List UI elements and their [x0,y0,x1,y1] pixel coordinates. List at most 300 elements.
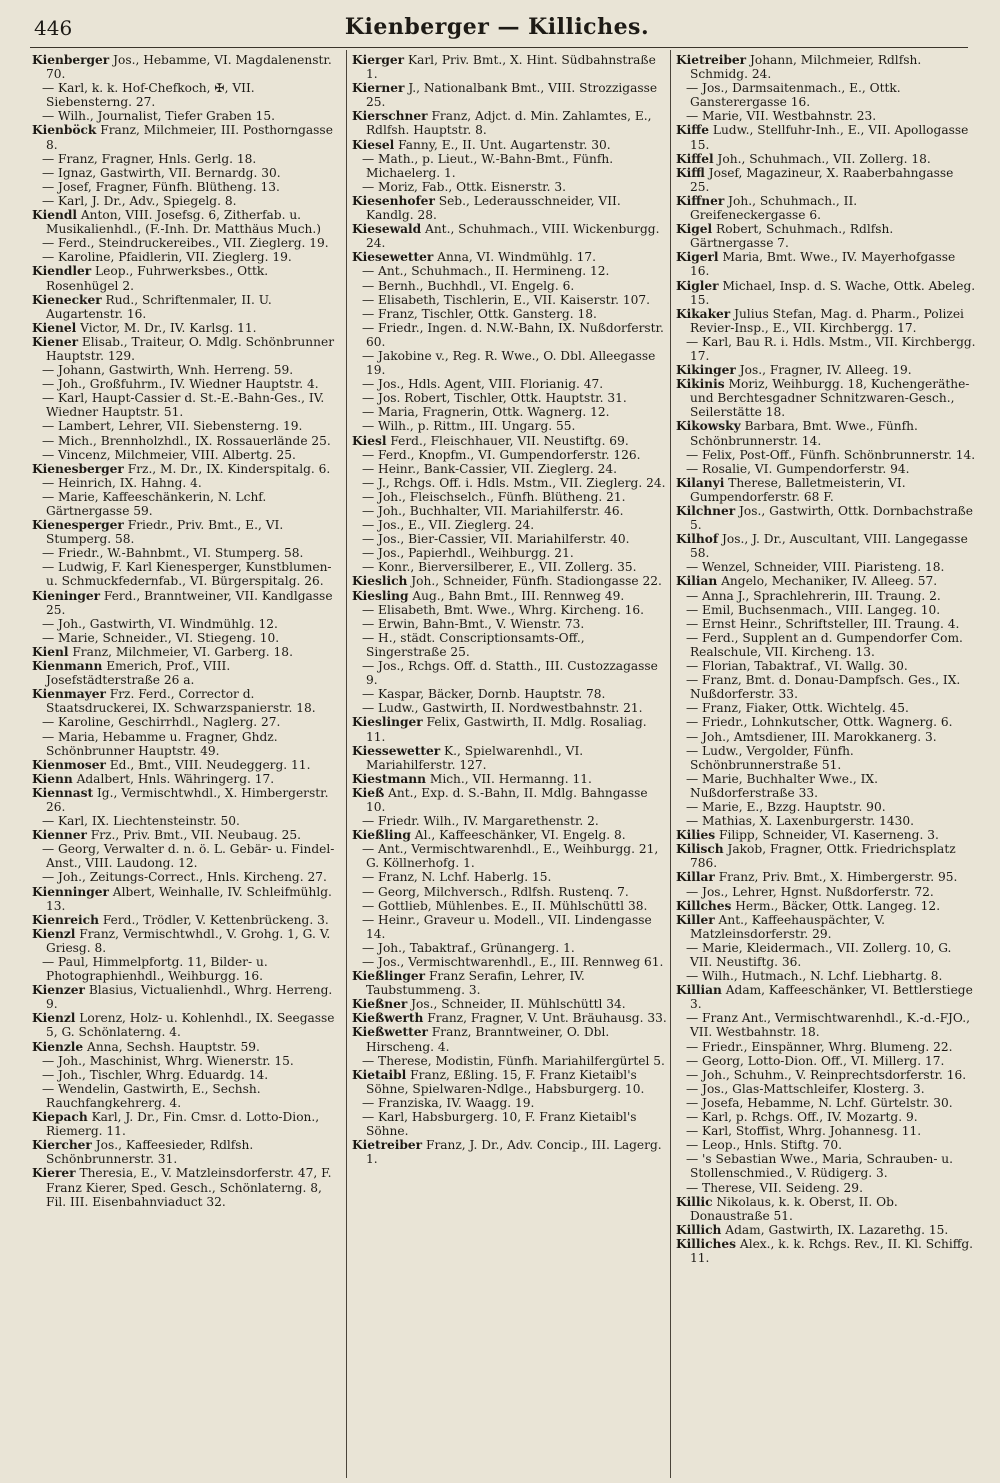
entry-text: — Jos., Rchgs. Off. d. Statth., III. Custozzagasse 9. [362,659,658,688]
directory-entry [32,377,344,391]
entry-text: — Josef, Fragner, Fünfh. Blütheng. 13. [42,179,280,194]
directory-entry [676,1181,976,1195]
entry-text: — Karl, Habsburgerg. 10, F. Franz Kietaibl's Söhne. [362,1110,637,1139]
entry-text: Rud., Schriftenmaler, II. U. Augartenstr. 16. [46,292,272,321]
directory-entry [32,617,344,631]
entry-text: Filipp, Schneider, VI. Kaserneng. 3. [718,828,939,843]
directory-entry [352,687,668,701]
entry-surname: Kiesl [352,433,387,448]
directory-entry [352,701,668,715]
entry-text: Franz, Eßling. 15, F. Franz Kietaibl's Söhne, Spielwaren-Ndlge., Habsburgerg. 10. [366,1067,645,1096]
entry-text: — Joh., Fleischselch., Fünfh. Blütheng. 21. [362,489,626,504]
entry-surname: Kikaker [676,306,731,321]
directory-entry [32,490,344,518]
column-3 [676,53,976,1478]
entry-text: — Wendelin, Gastwirth, E., Sechsh. Rauchfangkehrerg. 4. [42,1081,261,1110]
directory-entry [676,462,976,476]
entry-surname: Kiepach [32,1110,88,1125]
entry-text: Joh., Schneider, Fünfh. Stadiongasse 22. [411,574,662,589]
entry-text: — Friedr., W.-Bahnbmt., VI. Stumperg. 58. [42,546,304,561]
entry-surname: Kigler [676,278,719,293]
entry-surname: Kieß [352,785,385,800]
entry-text: Elisab., Traiteur, O. Mdlg. Schönbrunner Hauptstr. 129. [46,334,335,363]
directory-entry [352,617,668,631]
entry-surname: Kieslinger [352,715,423,730]
entry-text: — Jos. Robert, Tischler, Ottk. Hauptstr. 31. [362,391,627,406]
directory-entry [676,1124,976,1138]
directory-entry [32,250,344,264]
directory-entry [676,715,976,729]
entry-text: — Heinr., Bank-Cassier, VII. Zieglerg. 24. [362,461,617,476]
directory-entry [352,941,668,955]
entry-surname: Kienböck [32,123,97,138]
directory-entry [676,673,976,701]
directory-entry [32,758,344,772]
directory-entry [352,574,668,588]
entry-surname: Kienl [32,644,69,659]
entry-surname: Kikinis [676,377,725,392]
directory-entry [352,899,668,913]
entry-text: Franz, Branntweiner, O. Dbl. Hirscheng. 4. [366,1025,610,1054]
directory-entry [32,870,344,884]
entry-surname: Kigel [676,222,713,237]
entry-text: Angelo, Mechaniker, IV. Alleeg. 57. [721,574,938,589]
directory-entry [32,814,344,828]
entry-text: — Karoline, Geschirrhdl., Naglerg. 27. [42,715,281,730]
directory-entry [32,631,344,645]
entry-text: — Jos., Lehrer, Hgnst. Nußdorferstr. 72. [686,884,934,899]
directory-entry [352,321,668,349]
directory-entry [32,842,344,870]
entry-text: — Franz Ant., Vermischtwarenhdl., K.-d.-FJO., VII. Westbahnstr. 18. [686,1011,970,1040]
directory-entry [32,828,344,842]
entry-text: Lorenz, Holz- u. Kohlenhdl., IX. Seegasse 5, G. Schönlaterng. 4. [46,1011,335,1040]
directory-entry [676,419,976,447]
entry-text: — Joh., Zeitungs-Correct., Hnls. Kircheng. 27. [42,870,327,885]
entry-text: — Wilh., Journalist, Tiefer Graben 15. [42,109,275,124]
directory-entry [676,1195,976,1223]
entry-text: — Ernst Heinr., Schriftsteller, III. Traung. 4. [686,616,960,631]
entry-surname: Kienreich [32,912,99,927]
directory-entry [352,293,668,307]
entry-text: — Karl, J. Dr., Adv., Spiegelg. 8. [42,193,237,208]
entry-text: — Franz, Fiaker, Ottk. Wichtelg. 45. [686,701,909,716]
directory-entry [32,1166,344,1208]
entry-text: — Ludw., Gastwirth, II. Nordwestbahnstr. 21. [362,701,643,716]
directory-entry [352,349,668,377]
column-divider [670,50,671,1478]
entry-surname: Kienesperger [32,518,124,533]
entry-text: K., Spielwarenhdl., VI. Mariahilferstr. 127. [366,743,584,772]
entry-text: — Karl, Haupt-Cassier d. St.-E.-Bahn-Ges., IV. Wiedner Hauptstr. 51. [42,391,325,420]
entry-text: Robert, Schuhmach., Rdlfsh. Gärtnergasse 7. [690,222,894,251]
entry-text: — Paul, Himmelpfortg. 11, Bilder- u. Photographienhdl., Weihburgg. 16. [42,955,268,984]
entry-surname: Kiffner [676,193,725,208]
entry-text: — Marie, Buchhalter Wwe., IX. Nußdorferstraße 33. [686,771,878,800]
entry-text: — Maria, Hebamme u. Fragner, Ghdz. Schönbrunner Hauptstr. 49. [42,729,278,758]
entry-text: Adam, Gastwirth, IX. Lazarethg. 15. [725,1222,949,1237]
directory-entry [676,166,976,194]
entry-surname: Kießwetter [352,1025,428,1040]
entry-text: — Friedr., Lohnkutscher, Ottk. Wagnerg. 6. [686,715,953,730]
directory-entry [352,476,668,490]
directory-entry [352,138,668,152]
entry-text: — Ferd., Supplent an d. Gumpendorfer Com. Realschule, VII. Kircheng. 13. [686,630,963,659]
directory-entry [676,885,976,899]
entry-surname: Kilchner [676,504,736,518]
entry-text: — Florian, Tabaktraf., VI. Wallg. 30. [686,659,908,674]
entry-surname: Kienmann [32,659,103,674]
directory-entry [352,969,668,997]
entry-text: — Franz, N. Lchf. Haberlg. 15. [362,870,552,885]
directory-entry [676,250,976,278]
entry-surname: Kießner [352,997,408,1012]
entry-text: Ludw., Stellfuhr-Inh., E., VII. Apollogasse 15. [690,123,969,152]
directory-entry [32,913,344,927]
entry-text: — Jos., Papierhdl., Weihburgg. 21. [362,546,574,561]
directory-entry [676,659,976,673]
entry-text: Ferd., Fleischhauer, VII. Neustiftg. 69. [390,433,629,448]
directory-entry [352,81,668,109]
directory-entry [676,913,976,941]
directory-entry [352,828,668,842]
directory-entry [32,448,344,462]
directory-entry [676,448,976,462]
directory-entry [676,1040,976,1054]
entry-text: — Joh., Schuhm., V. Reinprechtsdorferstr. 16. [686,1067,967,1082]
directory-entry [676,377,976,419]
entry-text: — H., städt. Conscriptionsamts-Off., Singerstraße 25. [362,630,585,659]
entry-text: — Heinr., Graveur u. Modell., VII. Lindengasse 14. [362,912,652,941]
directory-entry [32,730,344,758]
entry-text: — Karl, Bau R. i. Hdls. Mstm., VII. Kirchbergg. 17. [686,334,976,363]
directory-entry [352,377,668,391]
directory-entry [352,250,668,264]
entry-text: — J., Rchgs. Off. i. Hdls. Mstm., VII. Zieglerg. 24. [362,475,666,490]
entry-text: — Marie, Kleidermach., VII. Zollerg. 10, G. VII. Neustiftg. 36. [686,940,952,969]
directory-entry [352,405,668,419]
directory-entry [32,772,344,786]
entry-text: — Jakobine v., Reg. R. Wwe., O. Dbl. Alleegasse 19. [362,348,656,378]
directory-entry [676,730,976,744]
entry-text: — Karl, p. Rchgs. Off., IV. Mozartg. 9. [686,1110,918,1125]
entry-surname: Kikowsky [676,419,741,434]
entry-text: Ed., Bmt., VIII. Neudeggerg. 11. [109,757,311,772]
directory-entry [676,560,976,574]
entry-text: Leop., Fuhrwerksbes., Ottk. Rosenhügel 2. [46,264,269,293]
entry-text: Fanny, E., II. Unt. Augartenstr. 30. [398,137,611,152]
directory-entry [352,1138,668,1166]
directory-entry [676,194,976,222]
directory-entry [676,842,976,870]
entry-text: — Joh., Amtsdiener, III. Marokkanerg. 3. [686,729,937,744]
entry-surname: Killar [676,870,715,885]
entry-surname: Kierner [352,81,405,96]
entry-text: — Ludw., Vergolder, Fünfh. Schönbrunnerstraße 51. [686,743,854,772]
entry-text: Franz, Fragner, V. Unt. Bräuhausg. 33. [427,1011,667,1026]
directory-entry [32,53,344,81]
directory-entry [352,532,668,546]
entry-surname: Kiendler [32,264,92,279]
entry-text: Aug., Bahn Bmt., III. Rennweg 49. [412,588,625,603]
directory-entry [676,617,976,631]
directory-entry [352,1096,668,1110]
entry-text: Jos., Schneider, II. Mühlschüttl 34. [411,997,626,1012]
entry-text: Frz., M. Dr., IX. Kinderspitalg. 6. [127,461,331,476]
entry-text: Ant., Exp. d. S.-Bahn, II. Mdlg. Bahngasse 10. [366,785,648,814]
entry-text: — Ferd., Steindruckereibes., VII. Zieglerg. 19. [42,236,329,251]
directory-entry [352,152,668,180]
entry-text: — Joh., Tischler, Whrg. Eduardg. 14. [42,1067,269,1082]
entry-text: — Therese, VII. Seideng. 29. [686,1180,863,1195]
directory-entry [32,687,344,715]
directory-entry [32,391,344,419]
entry-text: — Ignaz, Gastwirth, VII. Bernardg. 30. [42,165,281,180]
entry-text: Blasius, Victualienhdl., Whrg. Herreng. 9. [46,983,333,1012]
entry-surname: Kienmoser [32,757,106,772]
directory-entry [352,391,668,405]
entry-text: Karl, Priv. Bmt., X. Hint. Südbahnstraße 1. [366,53,656,82]
directory-entry [676,532,976,560]
entry-surname: Kietreiber [676,53,747,67]
entry-text: Franz, Adjct. d. Min. Zahlamtes, E., Rdlfsh. Hauptstr. 8. [366,109,652,138]
entry-surname: Kigerl [676,250,719,265]
directory-entry [32,109,344,123]
entry-text: Josef, Magazineur, X. Raaberbahngasse 25. [690,165,954,194]
entry-text: — Konr., Bierversilberer, E., VII. Zollerg. 35. [362,560,637,575]
directory-entry [676,1223,976,1237]
entry-text: Adam, Kaffeeschänker, VI. Bettlerstiege 3. [690,983,973,1012]
entry-text: — Georg, Lotto-Dion. Off., VI. Millerg. 17. [686,1053,945,1068]
directory-entry [676,969,976,983]
entry-surname: Kilhof [676,532,719,547]
entry-text: — Joh., Buchhalter, VII. Mariahilferstr. 46. [362,504,624,518]
directory-entry [352,603,668,617]
directory-entry [32,560,344,588]
entry-text: — Marie, Kaffeeschänkerin, N. Lchf. Gärtnergasse 59. [42,489,267,518]
entry-surname: Killiches [676,1236,737,1251]
directory-entry [32,645,344,659]
directory-entry [352,913,668,941]
entry-surname: Kießlinger [352,969,426,984]
directory-entry [352,842,668,870]
entry-text: Jakob, Fragner, Ottk. Friedrichsplatz 786. [690,842,956,871]
entry-surname: Kiesenhofer [352,193,435,208]
entry-text: Karl, J. Dr., Fin. Cmsr. d. Lotto-Dion., Riemerg. 11. [46,1110,320,1139]
entry-text: — Jos., Vermischtwarenhdl., E., III. Rennweg 61. [362,955,664,969]
entry-text: — Joh., Maschinist, Whrg. Wienerstr. 15. [42,1053,294,1068]
entry-surname: Kiennast [32,785,94,800]
entry-text: — Mathias, X. Laxenburgerstr. 1430. [686,814,915,829]
running-title: Kienberger — Killiches. [344,14,650,40]
directory-entry [676,603,976,617]
directory-entry [676,1068,976,1082]
directory-entry [676,476,976,504]
directory-entry [352,997,668,1011]
entry-surname: Kienecker [32,292,102,307]
entry-text: — Moriz, Fab., Ottk. Eisnerstr. 3. [362,179,566,194]
directory-entry [32,786,344,814]
entry-text: Ant., Kaffeehauspächter, V. Matzleinsdorferstr. 29. [690,912,886,941]
entry-surname: Kienzl [32,926,76,941]
entry-surname: Killic [676,1194,713,1209]
directory-entry [32,434,344,448]
entry-text: — Marie, Schneider., VI. Stiegeng. 10. [42,630,280,645]
entry-text: — Marie, VII. Westbahnstr. 23. [686,109,877,124]
entry-surname: Kiesewetter [352,250,434,265]
entry-text: Emerich, Prof., VIII. Josefstädterstraße 26 a. [46,659,231,688]
entry-surname: Kierschner [352,109,428,124]
entry-surname: Kieninger [32,588,101,603]
entry-text: — Georg, Verwalter d. n. ö. L. Gebär- u. Findel-Anst., VIII. Laudong. 12. [42,842,335,871]
entry-text: — Joh., Großfuhrm., IV. Wiedner Hauptstr. 4. [42,377,319,392]
entry-text: Nikolaus, k. k. Oberst, II. Ob. Donaustraße 51. [690,1194,898,1223]
directory-entry [676,744,976,772]
entry-surname: Kienninger [32,884,109,899]
directory-entry [352,109,668,137]
entry-text: — Johann, Gastwirth, Wnh. Herreng. 59. [42,363,294,378]
directory-entry [676,1096,976,1110]
directory-entry [352,772,668,786]
directory-entry [32,335,344,363]
directory-entry [32,518,344,546]
directory-entry [32,321,344,335]
entry-text: — Wenzel, Schneider, VIII. Piaristeng. 18. [686,560,945,575]
entry-text: — Joh., Tabaktraf., Grünangerg. 1. [362,940,575,955]
entry-surname: Killich [676,1222,722,1237]
entry-surname: Kilian [676,574,718,589]
directory-entry [352,279,668,293]
entry-text: Franz, Priv. Bmt., X. Himbergerstr. 95. [718,870,958,885]
directory-entry [32,1068,344,1082]
entry-text: Joh., Schuhmach., VII. Zollerg. 18. [717,151,931,166]
directory-entry [676,772,976,800]
entry-text: Jos., J. Dr., Auscultant, VIII. Langegasse 58. [690,532,968,561]
entry-surname: Kierer [32,1166,76,1181]
entry-text: Franz, Vermischtwhdl., V. Grohg. 1, G. V. Griesg. 8. [46,926,331,955]
directory-entry [352,1011,668,1025]
entry-surname: Kießwerth [352,1011,424,1026]
entry-surname: Kiffel [676,151,714,166]
entry-surname: Kienberger [32,53,110,67]
directory-entry [32,462,344,476]
entry-text: Jos., Gastwirth, Ottk. Dornbachstraße 5. [690,504,973,533]
entry-text: — Anna J., Sprachlehrerin, III. Traung. 2. [686,588,941,603]
directory-entry [352,518,668,532]
entry-text: Johann, Milchmeier, Rdlfsh. Schmidg. 24. [690,53,922,82]
entry-text: Ig., Vermischtwhdl., X. Himbergerstr. 26. [46,785,329,814]
directory-entry [32,476,344,490]
entry-text: — Heinrich, IX. Hahng. 4. [42,475,202,490]
directory-entry [676,941,976,969]
entry-text: J., Nationalbank Bmt., VIII. Strozzigasse 25. [366,81,658,110]
directory-entry [676,1152,976,1180]
directory-entry [676,870,976,884]
directory-entry [32,152,344,166]
entry-text: — Rosalie, VI. Gumpendorferstr. 94. [686,461,910,476]
entry-text: — Karl, k. k. Hof-Chefkoch, ✠, VII. Siebensterng. 27. [42,81,255,110]
directory-entry [676,53,976,81]
directory-entry [32,659,344,687]
entry-text: Adalbert, Hnls. Währingerg. 17. [76,771,275,786]
entry-surname: Kietaibl [352,1067,407,1082]
directory-entry [352,870,668,884]
entry-surname: Kienzl [32,1011,76,1026]
entry-surname: Kienesberger [32,461,124,476]
entry-surname: Kilies [676,828,716,843]
entry-text: — Friedr., Ingen. d. N.W.-Bahn, IX. Nußdorferstr. 60. [362,320,664,349]
directory-entry [32,180,344,194]
entry-surname: Kiendl [32,208,77,223]
directory-entry [676,109,976,123]
entry-text: Theresia, E., V. Matzleinsdorferstr. 47, F. Franz Kierer, Sped. Gesch., Schönlaterng. 8, Fil. III. Eisenbahnviaduct 32. [46,1166,332,1209]
directory-entry [676,363,976,377]
entry-surname: Kienn [32,771,73,786]
directory-entry [352,504,668,518]
entry-text: — Wilh., Hutmach., N. Lchf. Liebhartg. 8. [686,969,943,984]
directory-entry [676,1110,976,1124]
entry-text: — Ant., Vermischtwarenhdl., E., Weihburgg. 21, G. Köllnerhofg. 1. [362,842,659,871]
entry-text: — Lambert, Lehrer, VII. Siebensterng. 19. [42,419,303,434]
directory-entry [32,123,344,151]
entry-text: — Marie, E., Bzzg. Hauptstr. 90. [686,799,886,814]
directory-entry [676,1138,976,1152]
directory-entry [32,419,344,433]
entry-text: — Franz, Bmt. d. Donau-Dampfsch. Ges., IX. Nußdorferstr. 33. [686,673,961,702]
directory-entry [676,631,976,659]
entry-text: Jos., Fragner, IV. Alleeg. 19. [739,363,912,378]
entry-text: Herm., Bäcker, Ottk. Langeg. 12. [735,898,941,913]
directory-entry [352,955,668,969]
directory-entry [32,546,344,560]
directory-entry [32,1054,344,1068]
directory-entry [32,81,344,109]
entry-surname: Kierger [352,53,405,67]
entry-text: Therese, Balletmeisterin, VI. Gumpendorferstr. 68 F. [690,475,906,504]
directory-entry [676,504,976,532]
directory-entry [32,194,344,208]
entry-text: Franz, Milchmeier, III. Posthorngasse 8. [46,123,333,152]
directory-entry [676,335,976,363]
entry-surname: Kiercher [32,1138,92,1153]
entry-text: Albert, Weinhalle, IV. Schleifmühlg. 13. [46,884,332,913]
entry-surname: Kietreiber [352,1138,423,1153]
entry-text: — Math., p. Lieut., W.-Bahn-Bmt., Fünfh. Michaelerg. 1. [362,151,614,180]
page-header [34,10,960,50]
entry-surname: Kikinger [676,363,736,378]
entry-text: Franz Serafin, Lehrer, IV. Taubstummeng. 3. [366,969,585,998]
entry-text: — Jos., Bier-Cassier, VII. Mariahilferstr. 40. [362,532,630,547]
entry-text: — Jos., E., VII. Zieglerg. 24. [362,518,535,533]
entry-text: Anna, Sechsh. Hauptstr. 59. [87,1039,260,1054]
directory-entry [676,81,976,109]
directory-entry [352,715,668,743]
entry-text: — Maria, Fragnerin, Ottk. Wagnerg. 12. [362,405,610,420]
entry-text: Maria, Bmt. Wwe., IV. Mayerhofgasse 16. [690,250,956,279]
directory-entry [352,546,668,560]
entry-surname: Kiesel [352,137,395,152]
page-number: 446 [34,16,73,40]
directory-entry [32,1110,344,1138]
entry-text: Joh., Schuhmach., II. Greifeneckergasse 6. [690,193,858,223]
directory-entry [352,194,668,222]
entry-text: Julius Stefan, Mag. d. Pharm., Polizei Revier-Insp., E., VII. Kirchbergg. 17. [690,306,964,335]
entry-surname: Kiener [32,334,79,349]
entry-text: Anton, VIII. Josefsg. 6, Zitherfab. u. Musikalienhdl., (F.-Inh. Dr. Matthäus Much.) [46,208,321,237]
directory-entry [32,208,344,236]
directory-entry [676,1011,976,1039]
entry-surname: Kienner [32,828,87,843]
